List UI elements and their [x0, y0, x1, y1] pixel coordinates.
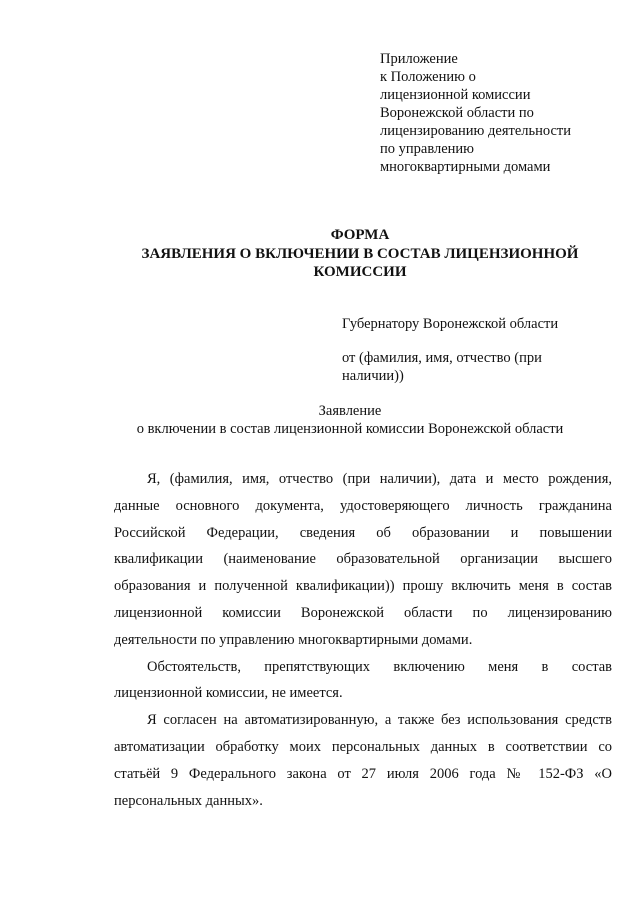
appendix-line: лицензионной комиссии — [380, 87, 531, 103]
paragraph-3 — [114, 707, 612, 814]
statement-subtitle-line: о включении в состав лицензионной комиссии Воронежской области — [136, 421, 564, 437]
form-title-line: КОМИССИИ — [313, 264, 407, 280]
addressee-to: Губернатору Воронежской области — [342, 316, 559, 332]
addressee-from-line: от (фамилия, имя, отчество (при — [342, 350, 542, 366]
body-line: данные основного документа, удостоверяющего личность гражданина — [114, 497, 612, 514]
statement-title — [100, 402, 600, 438]
paragraph-2 — [114, 654, 612, 708]
appendix-line: лицензированию деятельности — [380, 123, 572, 139]
appendix-line: к Положению о — [380, 69, 476, 85]
body-line: лицензионной комиссии, не имеется. — [114, 685, 343, 702]
body-line: образования и полученной квалификации)) прошу включить меня в состав — [114, 578, 612, 595]
appendix-line: многоквартирными домами — [380, 159, 551, 175]
body-line: персональных данных». — [114, 792, 263, 809]
form-title-line: ФОРМА — [330, 227, 390, 243]
appendix-note — [380, 50, 620, 176]
addressee-from — [342, 349, 612, 385]
body-line: Я, (фамилия, имя, отчество (при наличии), дата и место рождения, — [147, 471, 612, 487]
paragraph-1 — [114, 466, 612, 654]
statement-title-line: Заявление — [318, 403, 382, 419]
body-line: лицензионной комиссии Воронежской области по лицензированию — [114, 604, 612, 621]
form-title — [130, 226, 590, 282]
body-line: деятельности по управлению многоквартирными домами. — [114, 631, 473, 648]
appendix-line: Приложение — [380, 51, 458, 67]
form-title-line: ЗАЯВЛЕНИЯ О ВКЛЮЧЕНИИ В СОСТАВ ЛИЦЕНЗИОННОЙ — [141, 245, 579, 262]
appendix-line: по управлению — [380, 141, 475, 157]
body-line: Российской Федерации, сведения об образовании и повышении — [114, 524, 612, 541]
body-line: автоматизации обработку моих персональных данных в соответствии со — [114, 738, 612, 755]
statement-body — [114, 466, 612, 814]
addressee-block — [342, 315, 612, 385]
body-line: квалификации (наименование образовательной организации высшего — [114, 551, 612, 568]
addressee-from-line: наличии)) — [342, 368, 404, 384]
body-line: Обстоятельств, препятствующих включению меня в состав — [147, 658, 612, 675]
appendix-line: Воронежской области по — [380, 105, 534, 121]
body-line: статьёй 9 Федерального закона от 27 июля 2006 года № 152-ФЗ «О — [114, 765, 612, 782]
body-line: Я согласен на автоматизированную, а также без использования средств — [147, 712, 612, 729]
